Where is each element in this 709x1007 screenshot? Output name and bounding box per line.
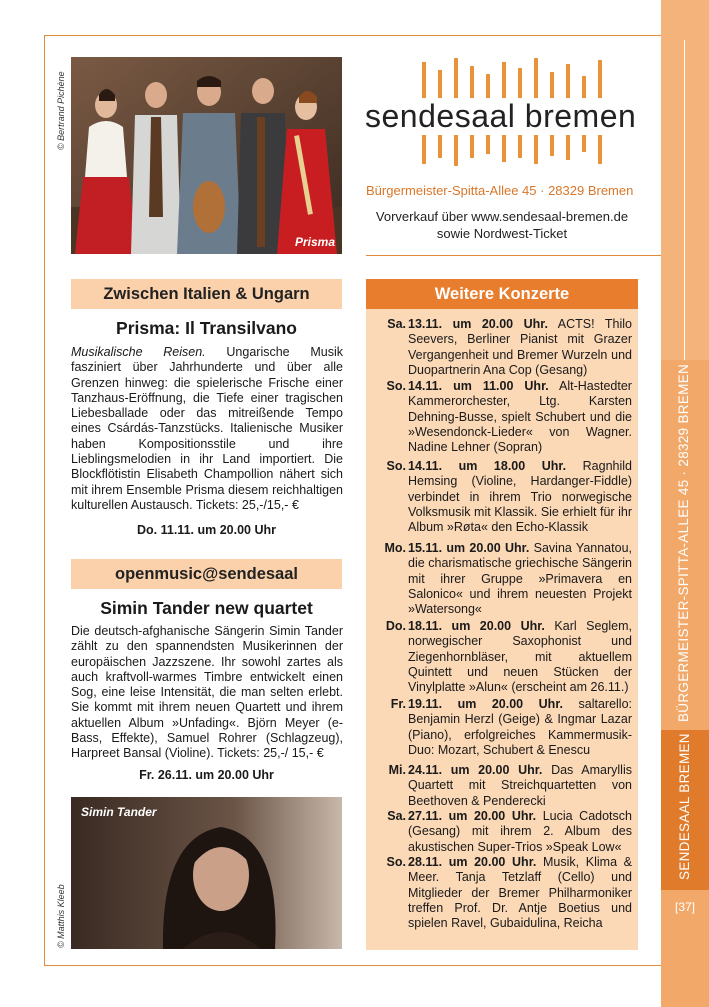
prisma-photo-illustration xyxy=(71,57,342,254)
event-description-prisma xyxy=(71,345,343,513)
concert-when: 14.11. um 18.00 Uhr. xyxy=(408,459,567,473)
frame-bottom-rule xyxy=(44,965,661,966)
concert-day: Do. xyxy=(385,619,406,633)
simin-tander-photo xyxy=(71,797,342,949)
concert-desc: Lucia Cadotsch (Gesang) mit ihrem 2. Album des akustischen Super-Trios »Speak Low« xyxy=(408,809,632,854)
presale-line-1: Vorverkauf über www.sendesaal-bremen.de xyxy=(375,209,629,224)
concert-text xyxy=(408,379,632,455)
photo-credit-bottom: © Matthis Kleeb xyxy=(56,884,66,948)
concert-text xyxy=(408,541,632,617)
section-header-italien-ungarn: Zwischen Italien & Ungarn xyxy=(71,279,342,309)
section-header-weitere-konzerte: Weitere Konzerte xyxy=(366,279,638,309)
concert-text xyxy=(408,809,632,855)
event-date-prisma: Do. 11.11. um 20.00 Uhr xyxy=(137,523,276,537)
photo-caption-bottom: Simin Tander xyxy=(81,805,157,819)
concert-when: 13.11. um 20.00 Uhr. xyxy=(408,317,548,331)
concerts-list xyxy=(366,309,638,950)
concert-day: Mi. xyxy=(388,763,406,777)
concert-day: Mo. xyxy=(384,541,406,555)
concert-when: 28.11. um 20.00 Uhr. xyxy=(408,855,537,869)
concert-desc: Savina Yannatou, die charismatische griechische Sängerin mit ihrer Gruppe »Primavera en Salonico« und ihrem neuesten Projekt »Watersong« xyxy=(408,541,632,617)
photo-caption-top: Prisma xyxy=(295,235,336,249)
concert-when: 15.11. um 20.00 Uhr. xyxy=(408,541,530,555)
concert-when: 24.11. um 20.00 Uhr. xyxy=(408,763,543,777)
event-body-prisma: Ungarische Musik fasziniert über Jahrhunderte und über alle Grenzen hinweg: die spielerische Frische einer Tanzhaus-Eröffnung, die Tiefe einer tragischen Liebesballade oder das mitreißende Tempo eines Csárdás-Tanzstücks. Italienische Musiker haben Kompositionsstile und ihre Lieblingsmelodien in ihr Land importiert. Die Blockflötistin Elisabeth Champollion nähert sich mit ihrem Ensemble Prisma diesem reichhaltigen kulturellen Austausch. Tickets: 25,-/15,- € xyxy=(71,345,343,512)
sidebar-inner-rule xyxy=(684,40,685,360)
right-column-rule xyxy=(366,255,661,256)
presale-line-2: sowie Nordwest-Ticket xyxy=(436,226,568,241)
event-title-simin-tander: Simin Tander new quartet xyxy=(100,598,313,618)
sidebar-address: BÜRGERMEISTER-SPITTA-ALLEE 45 · 28329 BREMEN xyxy=(676,363,691,722)
concert-day: So. xyxy=(386,459,406,473)
concert-day: Sa. xyxy=(387,317,406,331)
concert-when: 14.11. um 11.00 Uhr. xyxy=(408,379,549,393)
frame-top-rule xyxy=(44,35,661,36)
concert-when: 18.11. um 20.00 Uhr. xyxy=(408,619,545,633)
sidebar-top-block xyxy=(661,0,709,360)
simin-tander-photo-illustration xyxy=(71,797,342,949)
concert-day: Sa. xyxy=(387,809,406,823)
concert-desc: Das Amaryllis Quartett mit Streichquartetten von Beethoven & Penderecki xyxy=(408,763,632,808)
sidebar-venue: SENDESAAL BREMEN xyxy=(677,733,692,880)
event-description-simin-tander: Die deutsch-afghanische Sängerin Simin Tander zählt zu den spannendsten Musikerinnen der europäischen Jazzszene. Ihr sowohl zartes als auch kraftvoll-warmes Timbre entwickelt einen Sog, eine leise Intensität, die man selten erlebt. Sie kommt mit ihrem neuen Quartett und ihrem aktuellen Album »Unfading«. Björn Meyer (e-Bass, Effekte), Samuel Rohrer (Schlagzeug), Harpreet Bansal (Violine). Tickets: 25,-/ 15,- € xyxy=(71,624,343,761)
concert-text xyxy=(408,763,632,809)
presale-info xyxy=(366,208,638,242)
concert-desc: saltarello: Benjamin Herzl (Geige) & Ingmar Lazar (Piano), erfolgreiches Kammermusik-Duo: Mozart, Schubert & Enescu xyxy=(408,697,632,757)
photo-credit-top: © Bertrand Pichène xyxy=(56,71,66,150)
concert-day: So. xyxy=(386,855,406,869)
concert-text xyxy=(408,317,632,378)
event-title-prisma: Prisma: Il Transilvano xyxy=(116,318,297,338)
concert-day: Fr. xyxy=(390,697,406,711)
page-number: [37] xyxy=(674,900,695,914)
frame-left-rule xyxy=(44,35,45,965)
concert-day: So. xyxy=(386,379,406,393)
event-date-simin-tander: Fr. 26.11. um 20.00 Uhr xyxy=(139,768,274,782)
concert-desc: Ragnhild Hemsing (Violine, Hardanger-Fiddle) verbindet in ihrem Trio norwegische Volksmusik mit Klassik. Sie erhielt für ihr Album »Røta« den Echo-Klassik xyxy=(408,459,632,535)
concert-text xyxy=(408,459,632,535)
concert-desc: Musik, Klima & Meer. Tanja Tetzlaff (Cello) und Mitglieder der Bremer Philharmoniker treffen Prof. Dr. Antje Boetius und spielen Ravel, Gubaidulina, Reicha xyxy=(408,855,632,931)
event-lead-prisma: Musikalische Reisen. xyxy=(71,345,206,359)
concert-when: 27.11. um 20.00 Uhr. xyxy=(408,809,537,823)
prisma-photo xyxy=(71,57,342,254)
concert-text xyxy=(408,855,632,931)
concert-when: 19.11. um 20.00 Uhr. xyxy=(408,697,563,711)
venue-address: Bürgermeister-Spitta-Allee 45 · 28329 Bremen xyxy=(366,183,634,198)
concert-text xyxy=(408,619,632,695)
concert-desc: Alt-Hastedter Kammerorchester, Ltg. Karsten Dehning-Busse, spielt Schubert und die »Wesendonck-Lieder« von Wagner. Nadine Lehner (Sopran) xyxy=(408,379,632,455)
concert-text xyxy=(408,697,632,758)
concert-desc: Karl Seglem, norwegischer Saxophonist und Ziegenhornbläser, mit aktuellem Quintett und neuen Stücken der Vinylplatte »Alun« (erscheint am 26.11.) xyxy=(408,619,632,695)
section-header-openmusic: openmusic@sendesaal xyxy=(71,559,342,589)
sendesaal-logo-wordmark: sendesaal bremen xyxy=(363,98,643,135)
concert-desc: ACTS! Thilo Seevers, Berliner Pianist mit Grazer Vergangenheit und Bremer Wurzeln und Duopartnerin Ana Cop (Gesang) xyxy=(408,317,632,377)
